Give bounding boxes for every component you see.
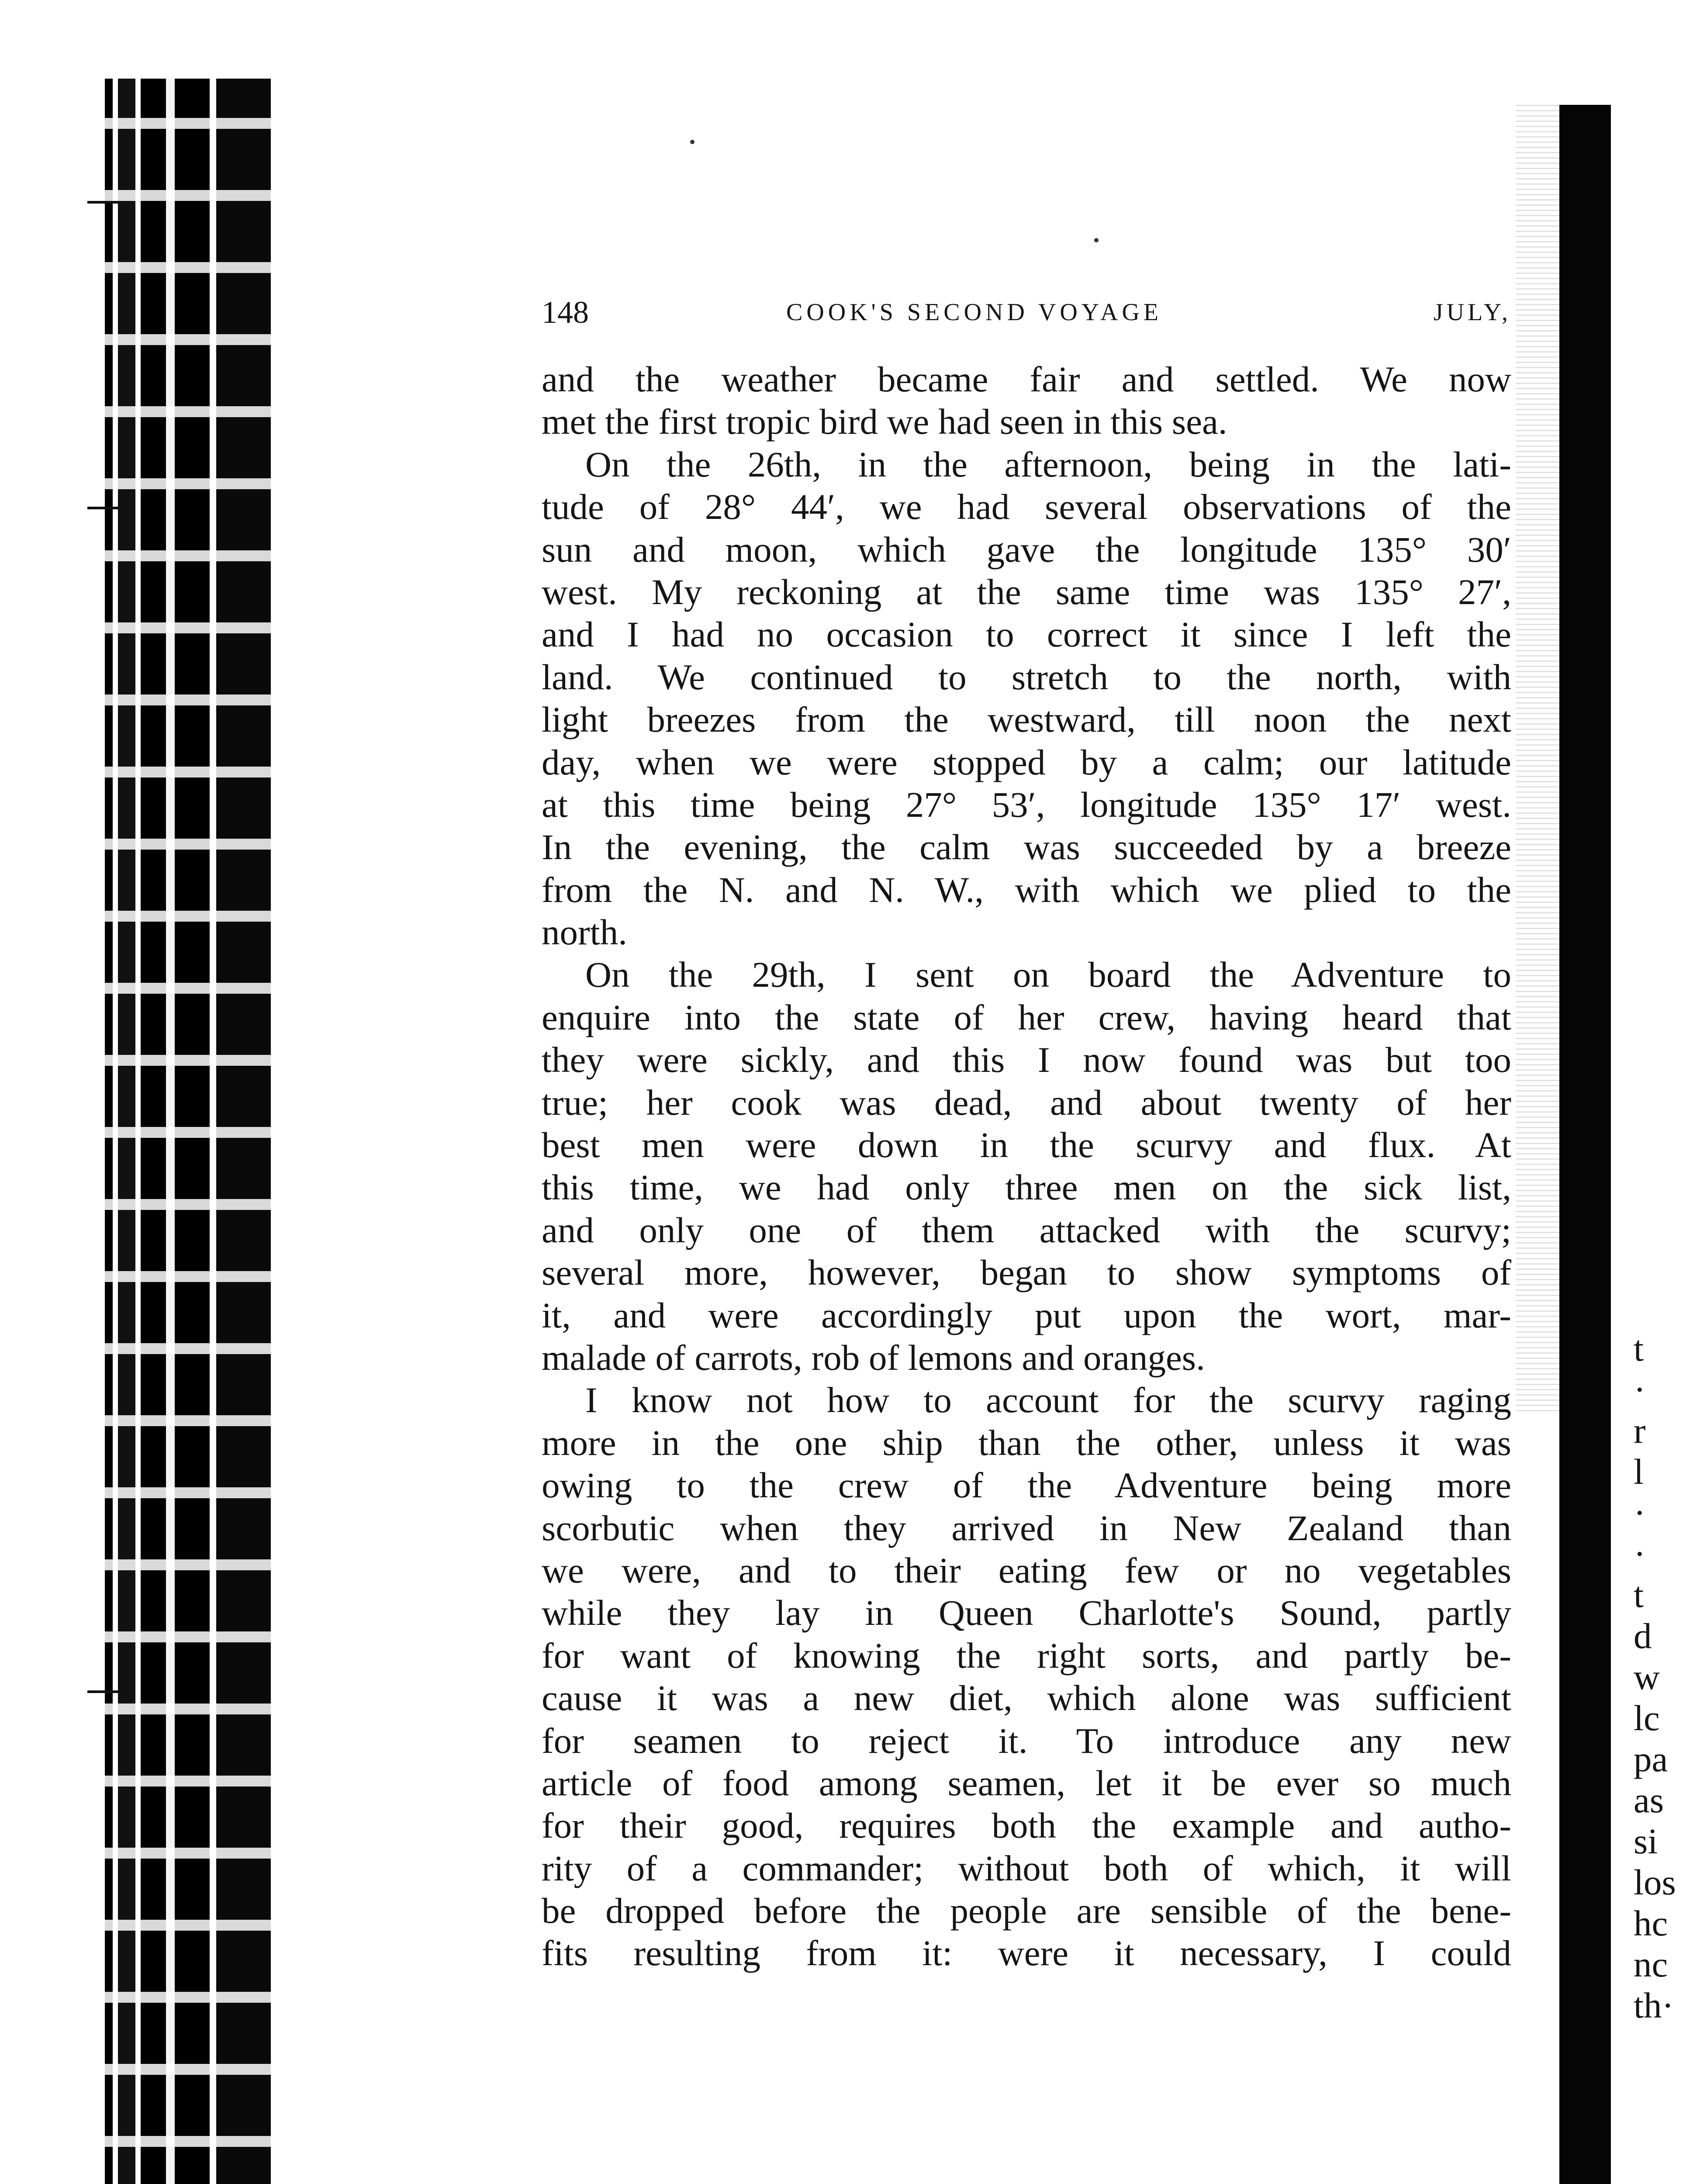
facing-page-line: t	[1634, 1575, 1644, 1615]
text-line: rity of a commander; without both of which, it will	[542, 1848, 1511, 1888]
facing-page-line: nc	[1634, 1944, 1668, 1984]
facing-page-line: r	[1634, 1410, 1646, 1451]
text-line: for seamen to reject it. To introduce any new	[542, 1720, 1511, 1761]
scan-speck	[1094, 238, 1099, 242]
left-edge-tick	[87, 507, 127, 509]
text-line: this time, we had only three men on the sick list,	[542, 1167, 1511, 1208]
text-line: west. My reckoning at the same time was 135° 27′,	[542, 571, 1511, 612]
text-line: scorbutic when they arrived in New Zealand than	[542, 1507, 1511, 1548]
text-line: On the 26th, in the afternoon, being in the lati-	[585, 444, 1511, 484]
text-line: and I had no occasion to correct it since I left the	[542, 614, 1511, 655]
facing-page-line: t	[1634, 1328, 1644, 1368]
text-line: tude of 28° 44′, we had several observations of the	[542, 487, 1511, 527]
left-binding-edge	[105, 79, 271, 2184]
facing-page-line: hc	[1634, 1903, 1668, 1943]
text-line: north.	[542, 912, 627, 953]
text-line: land. We continued to stretch to the north, with	[542, 657, 1511, 697]
text-line: for their good, requires both the example and autho-	[542, 1805, 1511, 1846]
scan-speck	[690, 140, 694, 144]
text-line: enquire into the state of her crew, having heard that	[542, 997, 1511, 1037]
right-binding-edge	[1559, 105, 1611, 2184]
body-text	[542, 358, 1511, 1975]
text-line: and only one of them attacked with the scurvy;	[542, 1209, 1511, 1250]
text-line: true; her cook was dead, and about twenty of her	[542, 1082, 1511, 1123]
text-line: be dropped before the people are sensible of the bene-	[542, 1890, 1511, 1931]
left-edge-tick	[87, 1690, 127, 1693]
text-line: they were sickly, and this I now found was but too	[542, 1040, 1511, 1080]
text-line: best men were down in the scurvy and flux. At	[542, 1125, 1511, 1165]
text-line: light breezes from the westward, till noon the next	[542, 699, 1511, 740]
text-line: On the 29th, I sent on board the Adventure to	[585, 954, 1511, 995]
text-line: at this time being 27° 53′, longitude 135° 17′ west.	[542, 784, 1511, 825]
facing-page-line: si	[1634, 1821, 1658, 1861]
facing-page-line: ·	[1634, 1369, 1646, 1410]
text-line: sun and moon, which gave the longitude 135° 30′	[542, 529, 1511, 570]
facing-page-line: th·	[1634, 1985, 1674, 2025]
text-line: for want of knowing the right sorts, and partly be-	[542, 1635, 1511, 1676]
facing-page-line: lc	[1634, 1698, 1660, 1738]
text-line: it, and were accordingly put upon the wort, mar-	[542, 1295, 1511, 1335]
facing-page-line: l	[1634, 1451, 1644, 1492]
running-title: COOK'S SECOND VOYAGE	[786, 299, 1163, 326]
facing-page-line: ·	[1634, 1534, 1646, 1574]
facing-page-line: w	[1634, 1657, 1660, 1697]
facing-page-fragment	[1634, 1328, 1693, 2026]
facing-page-line: ·	[1634, 1493, 1646, 1533]
running-head	[542, 288, 1511, 336]
facing-page-line: as	[1634, 1780, 1664, 1820]
text-line: met the first tropic bird we had seen in this sea.	[542, 401, 1227, 442]
facing-page-line: los	[1634, 1862, 1676, 1902]
running-date: JULY,	[1433, 299, 1511, 326]
text-line: I know not how to account for the scurvy raging	[585, 1380, 1511, 1420]
text-line: owing to the crew of the Adventure being more	[542, 1465, 1511, 1506]
text-line: while they lay in Queen Charlotte's Sound, partly	[542, 1593, 1511, 1633]
text-line: day, when we were stopped by a calm; our latitude	[542, 742, 1511, 782]
page-number: 148	[542, 295, 589, 330]
text-line: and the weather became fair and settled. We now	[542, 359, 1511, 399]
facing-page-line: pa	[1634, 1739, 1668, 1779]
text-line: fits resulting from it: were it necessary, I could	[542, 1933, 1511, 1973]
text-line: article of food among seamen, let it be ever so much	[542, 1762, 1511, 1803]
text-line: we were, and to their eating few or no vegetables	[542, 1550, 1511, 1590]
facing-page-line: d	[1634, 1616, 1652, 1656]
text-line: In the evening, the calm was succeeded by a breeze	[542, 827, 1511, 867]
text-line: malade of carrots, rob of lemons and oranges.	[542, 1337, 1205, 1378]
text-line: several more, however, began to show symptoms of	[542, 1252, 1511, 1293]
text-line: from the N. and N. W., with which we plied to the	[542, 869, 1511, 910]
text-line: more in the one ship than the other, unless it was	[542, 1422, 1511, 1463]
left-edge-tick	[87, 201, 127, 204]
text-line: cause it was a new diet, which alone was sufficient	[542, 1678, 1511, 1718]
right-edge-grain	[1516, 105, 1559, 1415]
